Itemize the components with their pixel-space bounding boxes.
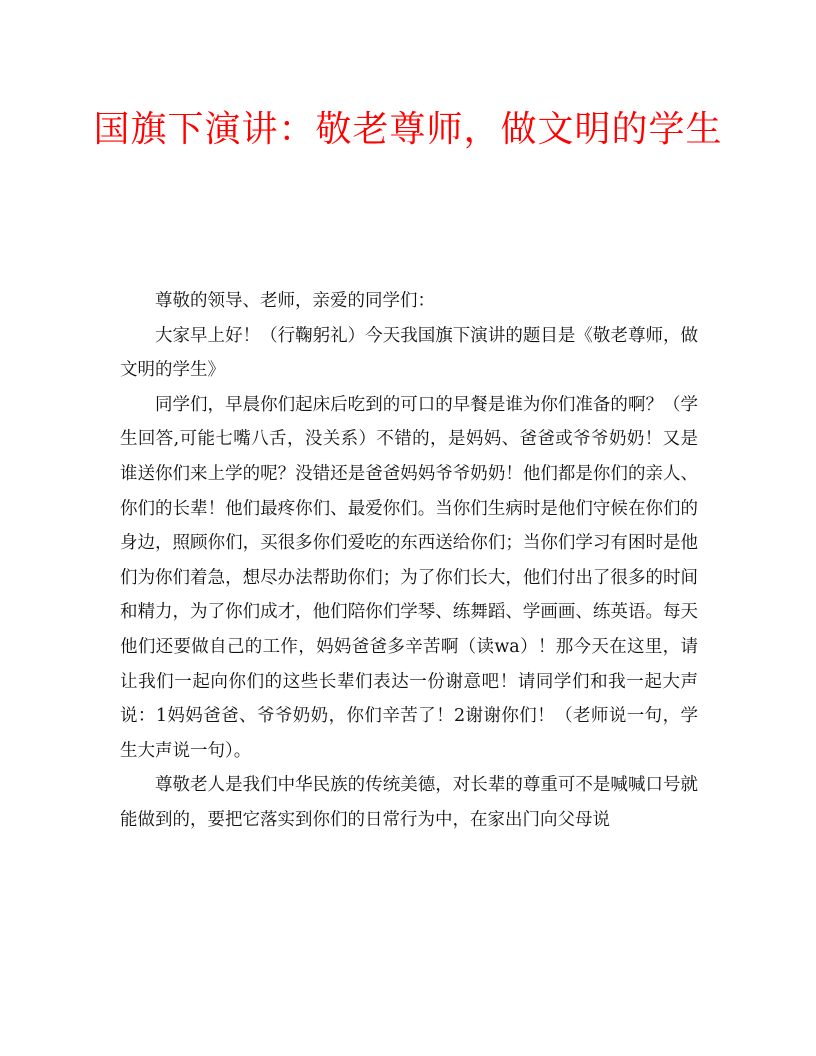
paragraph-respect-elders: 尊敬老人是我们中华民族的传统美德，对长辈的尊重可不是喊喊口号就能做到的，要把它落实到你们的日常行为中，在家出门向父母说 <box>120 775 698 830</box>
paragraph-greeting: 尊敬的领导、老师，亲爱的同学们： <box>155 291 435 311</box>
paragraph-opening: 大家早上好！（行鞠躬礼）今天我国旗下演讲的题目是《敬老尊师，做文明的学生》 <box>120 325 698 381</box>
document-title: 国旗下演讲：敬老尊师，做文明的学生 <box>93 109 723 150</box>
document-body <box>120 284 698 838</box>
paragraph-parents: 同学们，早晨你们起床后吃到的可口的早餐是谁为你们准备的啊？（学生回答,可能七嘴八舌，没关系）不错的，是妈妈、爸爸或爷爷奶奶！又是谁送你们来上学的呢？没错还是爸爸妈妈爷爷奶奶！他们都是你们的亲人、你们的长辈！他们最疼你们、最爱你们。当你们生病时是他们守候在你们的身边，照顾你们，买很多你们爱吃的东西送给你们；当你们学习有困时是他们为你们着急，想尽办法帮助你们；为了你们长大，他们付出了很多的时间和精力，为了你们成才，他们陪你们学琴、练舞蹈、学画画、练英语。每天他们还要做自己的工作，妈妈爸爸多辛苦啊（读wa）！那今天在这里，请让我们一起向你们的这些长辈们表达一份谢意吧！请同学们和我一起大声说：1妈妈爸爸、爷爷奶奶，你们辛苦了！2谢谢你们！（老师说一句，学生大声说一句）。 <box>120 394 698 761</box>
